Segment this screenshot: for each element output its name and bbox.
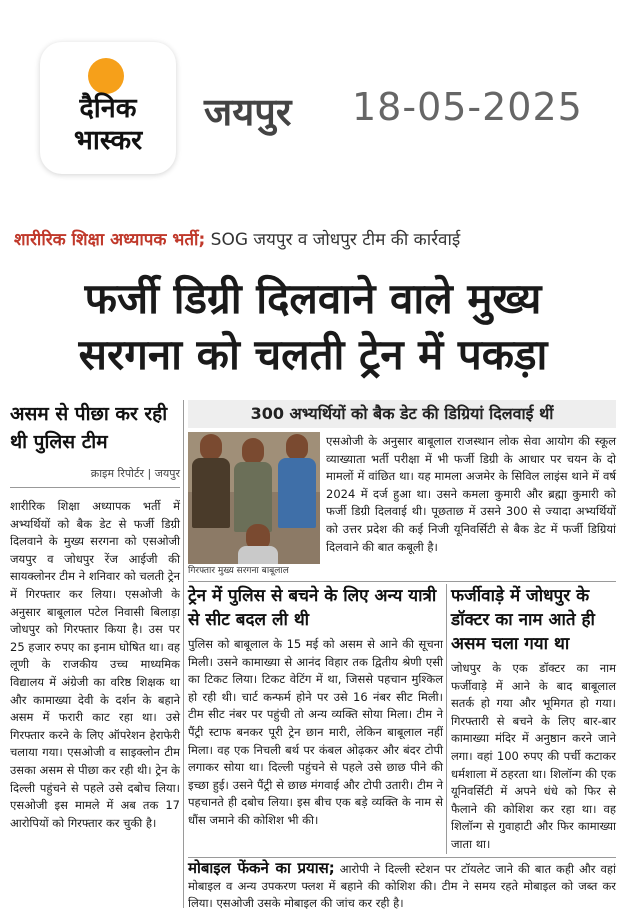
- train-story: [188, 584, 443, 830]
- article-kicker: [14, 227, 460, 250]
- headline-line-1: फर्जी डिग्री दिलवाने वाले मुख्य: [84, 274, 542, 323]
- masthead: [0, 0, 626, 200]
- mobile-story-body: आरोपी ने दिल्ली स्टेशन पर टॉयलेट जाने की बात कही और वहां मोबाइल व अन्य उपकरण फ्लश में बहाने की कोशिश की। टीम ने समय रहते मोबाइल को जब्त कर लिया। एसओजी उसके मोबाइल की जांच कर रही है।: [188, 862, 616, 910]
- section-divider-bottom: [188, 857, 616, 858]
- section-divider: [188, 581, 616, 582]
- headline-line-2: सरगना को चलती ट्रेन में पकड़ा: [78, 330, 548, 379]
- column-divider-left: [183, 400, 184, 908]
- column-divider-right: [446, 584, 447, 854]
- kicker-detail: SOG जयपुर व जोधपुर टीम की कार्रवाई: [205, 230, 461, 250]
- left-column: [10, 400, 180, 832]
- dainik-bhaskar-logo: [40, 42, 176, 174]
- accused-photo: [188, 432, 320, 564]
- byline: क्राइम रिपोर्टर | जयपुर: [10, 466, 180, 488]
- photo-caption: गिरफ्तार मुख्य सरगना बाबूलाल: [188, 564, 320, 578]
- left-column-heading: असम से पीछा कर रही थी पुलिस टीम: [10, 403, 168, 453]
- sun-icon: [88, 58, 124, 94]
- train-story-body: पुलिस को बाबूलाल के 15 मई को असम से आने की सूचना मिली। उसने कामाख्या से आनंद विहार तक द्वितीय श्रेणी एसी का टिकट लिया। टिकट वेटिंग में था, जिससे पहचान मुश्किल हो रही थी। चार्ट कन्फर्म होने पर उसे 16 नंबर सीट मिली। टीम सीट नंबर पर पहुंची तो अन्य व्यक्ति सोया मिला। टीम ने पैंट्री स्टाफ बनकर पूरी ट्रेन छान मारी, लेकिन बाबूलाल नहीं मिला। वह एक निचली बर्थ पर कंबल ओढ़कर और बंदर टोपी लगाकर सोया था। दिल्ली पहुंचने से पहले उसे छाछ पीने की इच्छा हुई। उसने पैंट्री से छाछ मंगवाई और टोपी उतारी। टीम ने पहचानते ही दबोच लिया। इस बीच एक बड़े व्यक्ति के नाम से धौंस जमाने की कोशिश भी की।: [188, 637, 443, 827]
- logo-line-2: भास्कर: [73, 125, 143, 156]
- jodhpur-story: [451, 584, 616, 854]
- jodhpur-story-heading: फर्जीवाड़े में जोधपुर के डॉक्टर का नाम आते ही असम चला गया था: [451, 586, 595, 654]
- mobile-story: [188, 860, 616, 912]
- edition-city: जयपुर: [204, 90, 292, 134]
- top-story-banner: 300 अभ्यर्थियों को बैक डेट की डिग्रियां दिलवाई थीं: [188, 400, 616, 428]
- edition-date: 18-05-2025: [352, 85, 583, 129]
- logo-line-1: दैनिक: [79, 93, 137, 124]
- mobile-story-heading: मोबाइल फेंकने का प्रयास;: [188, 859, 335, 877]
- jodhpur-story-body: जोधपुर के एक डॉक्टर का नाम फर्जीवाड़े में आने के बाद बाबूलाल सतर्क हो गया और भूमिगत हो गया। गिरफ्तारी से बचने के लिए बार-बार कामाख्या मंदिर में अनुष्ठान करने जाने लगा। वहां 100 रुपए की पर्ची कटाकर धर्मशाला में ठहरता था। शिलॉन्ग की एक यूनिवर्सिटी में अपने धंधे को फिर से फैलाने की कोशिश कर रहा था। वह शिलॉन्ग से गुवाहाटी और फिर कामाख्या जाता था।: [451, 661, 616, 851]
- left-column-body: शारीरिक शिक्षा अध्यापक भर्ती में अभ्यर्थियों को बैक डेट से फर्जी डिग्री दिलवाने के मुख्य सरगना को एसओजी जयपुर व जोधपुर रेंज आईजी की सायक्लोनर टीम ने शनिवार को चलती ट्रेन में गिरफ्तार कर लिया। एसओजी के अनुसार बाबूलाल पटेल निवासी बिलाड़ा जोधपुर को गिरफ्तार किया है। उस पर 25 हजार रुपए का इनाम घोषित था। वह लूणी के राजकीय उच्च माध्यमिक विद्यालय में अंग्रेजी का वरिष्ठ शिक्षक था और कामाख्या देवी के दर्शन के बहाने असम में फरारी काट रहा था। उसे गिरफ्तार करने के लिए ऑपरेशन हेराफेरी चलाया गया। एसओजी व साइक्लोन टीम उसका असम से पीछा कर रही थी। ट्रेन के दिल्ली पहुंचने से पहले उसे दबोच लिया। एसओजी इस मामले में अब तक 17 आरोपियों को गिरफ्तार कर चुकी है।: [10, 499, 180, 830]
- train-story-heading: ट्रेन में पुलिस से बचने के लिए अन्य यात्री से सीट बदल ली थी: [188, 586, 437, 630]
- kicker-topic: शारीरिक शिक्षा अध्यापक भर्ती;: [14, 230, 206, 250]
- top-story-body: एसओजी के अनुसार बाबूलाल राजस्थान लोक सेवा आयोग की स्कूल व्याख्याता भर्ती परीक्षा में भी फर्जी डिग्री के आधार पर चयन के दो मामलों में वांछित था। यह मामला अजमेर के सिविल लाइंस थाने में वर्ष 2024 में दर्ज हुआ था। उसने कमला कुमारी और ब्रह्मा कुमारी को फर्जी डिग्री दिलवाई थी। पूछताछ में उसने 300 से ज्यादा अभ्यर्थियों को उत्तर प्रदेश की कई निजी यूनिवर्सिटी से बैक डेट में फर्जी डिग्रियां दिलवाने की बात कबूली है।: [326, 434, 616, 554]
